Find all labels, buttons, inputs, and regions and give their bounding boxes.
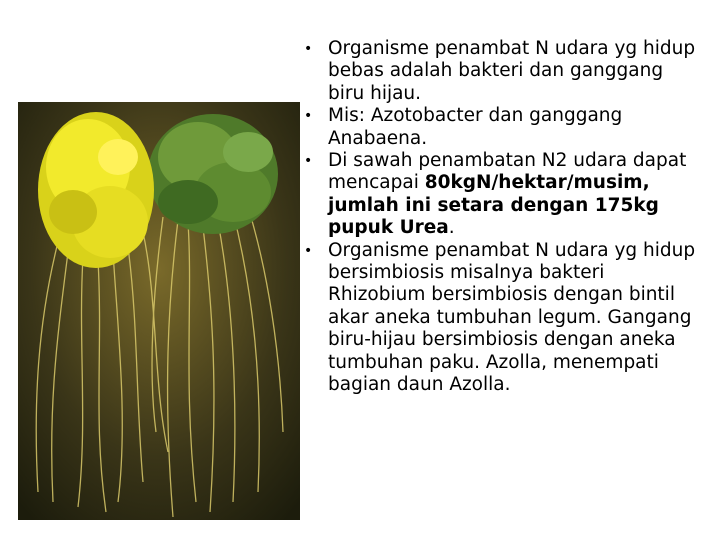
bullet-text-area <box>300 38 700 397</box>
bullet-icon: • <box>304 153 313 170</box>
bullet-icon: • <box>304 242 313 259</box>
bullet-item <box>300 150 700 240</box>
azolla-photo <box>18 102 300 520</box>
bullet-text: . <box>448 217 455 239</box>
bullet-item <box>300 105 700 150</box>
bullet-list <box>300 38 700 397</box>
bullet-item <box>300 240 700 397</box>
bullet-text: Organisme penambat N udara yg hidup bersimbiosis misalnya bakteri Rhizobium bersimbiosis dengan bintil akar aneka tumbuhan legum. Gangang biru-hijau bersimbiosis dengan aneka tumbuhan paku. Azolla, menempati bagian daun Azolla. <box>328 239 696 396</box>
bullet-icon: • <box>304 41 313 57</box>
bullet-text: Organisme penambat N udara yg hidup bebas adalah bakteri dan ganggang biru hijau. <box>328 38 696 104</box>
bullet-text: Mis: Azotobacter dan ganggang Anabaena. <box>328 105 623 149</box>
bullet-text-bold: 80kgN/hektar/musim, jumlah ini setara dengan 175kg pupuk Urea <box>328 172 659 239</box>
bullet-text: Di sawah penambatan N2 udara dapat mencapai <box>328 150 687 194</box>
bullet-icon: • <box>304 108 313 125</box>
bullet-item <box>300 38 700 105</box>
